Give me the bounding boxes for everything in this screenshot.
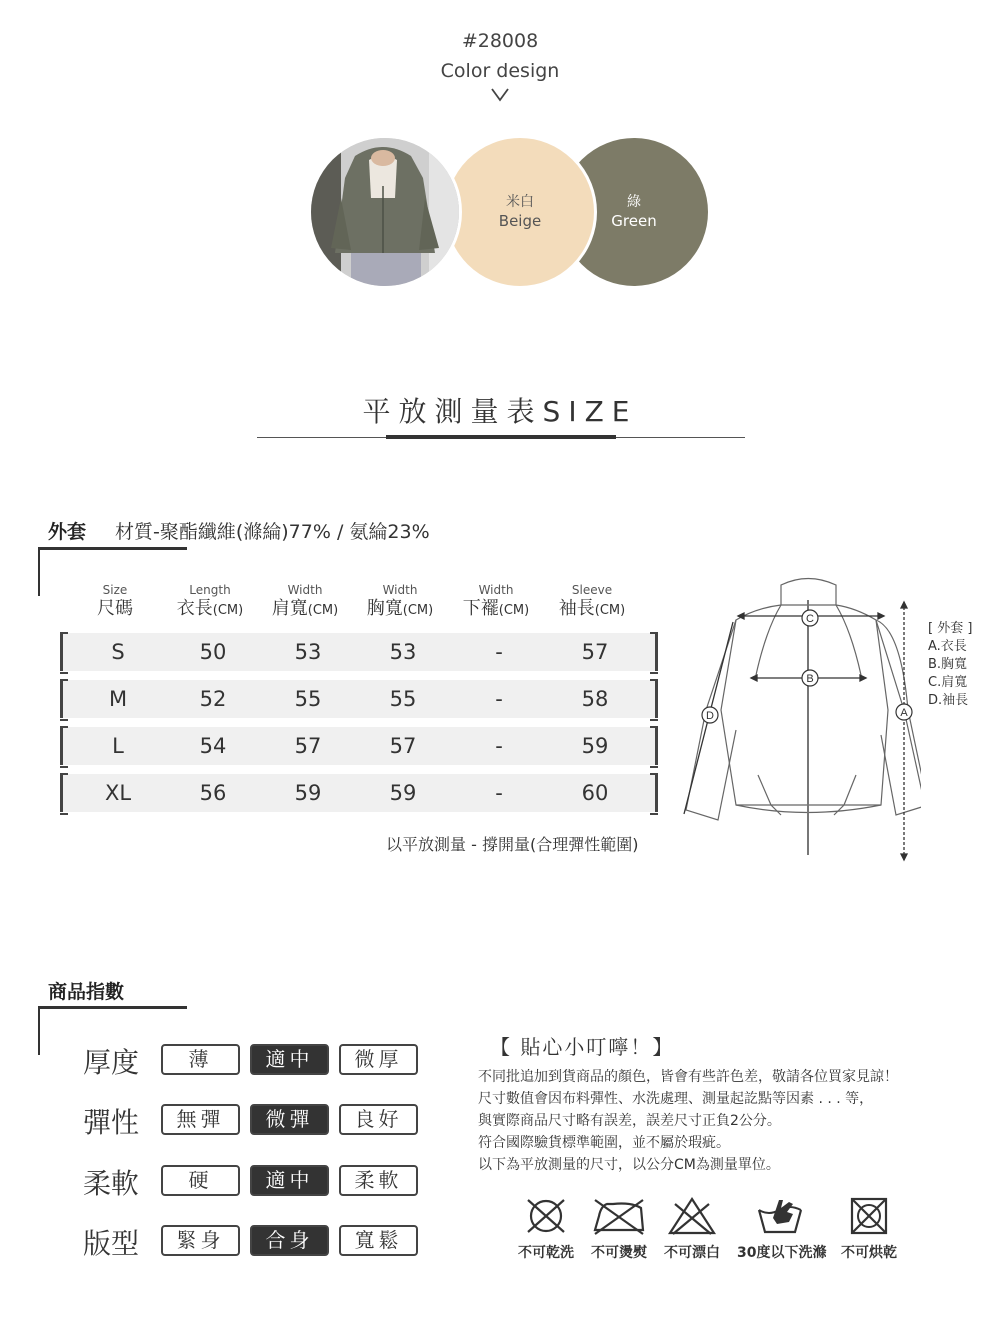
cell-hem: - — [495, 640, 503, 664]
no-iron-icon — [591, 1196, 647, 1236]
column-header-sleeve: Sleeve 袖長(CM) — [558, 583, 626, 619]
coat-diagram — [676, 570, 921, 865]
marker-c-label: C — [806, 613, 814, 625]
cell-chest: 59 — [389, 781, 417, 805]
table-row — [60, 633, 658, 671]
product-index-label: 商品指數 — [48, 981, 125, 1003]
tips-title: 【 貼心小叮嚀！】 — [490, 1035, 675, 1059]
index-option: 硬 — [161, 1165, 240, 1196]
swatch-label-en: Beige — [498, 212, 542, 230]
measurement-note: 以平放測量 - 撐開量(合理彈性範圍) — [386, 835, 639, 854]
cell-chest: 53 — [389, 640, 417, 664]
cell-size: S — [111, 640, 125, 664]
table-row — [60, 774, 658, 812]
legend-item: A.衣長 — [928, 639, 967, 654]
tips-line: 以下為平放測量的尺寸，以公分CM為測量單位。 — [478, 1157, 780, 1173]
table-row — [60, 680, 658, 718]
care-label: 30度以下洗滌 — [737, 1245, 827, 1261]
cell-shoulder: 57 — [294, 734, 322, 758]
no-bleach-icon — [667, 1196, 717, 1236]
swatch-label-en: Green — [611, 212, 657, 230]
coat-section-label: 外套 — [48, 521, 87, 543]
section-bar-vertical — [38, 547, 40, 596]
chevron-down-icon — [491, 88, 509, 102]
index-option: 薄 — [161, 1044, 240, 1075]
care-label: 不可烘乾 — [841, 1245, 897, 1261]
cell-size: L — [112, 734, 124, 758]
color-swatch-beige[interactable] — [443, 135, 597, 289]
marker-b-label: B — [806, 673, 814, 685]
cell-hem: - — [495, 781, 503, 805]
column-header-chest: Width 胸寬(CM) — [366, 583, 434, 619]
legend-item: D.袖長 — [928, 693, 969, 708]
cell-shoulder: 53 — [294, 640, 322, 664]
section-bar-vertical — [38, 1006, 40, 1055]
column-header-length: Length 衣長(CM) — [176, 583, 244, 619]
index-option: 良好 — [339, 1104, 418, 1135]
tips-line: 尺寸數值會因布料彈性、水洗處理、測量起訖點等因素 . . . 等， — [478, 1091, 874, 1107]
index-option: 柔軟 — [339, 1165, 418, 1196]
size-chart-title: 平放測量表SIZE — [362, 395, 638, 428]
index-option: 緊身 — [161, 1225, 240, 1256]
column-header-shoulder: Width 肩寬(CM) — [271, 583, 339, 619]
cell-sleeve: 60 — [581, 781, 609, 805]
legend-item: B.胸寬 — [928, 657, 968, 672]
cell-sleeve: 59 — [581, 734, 609, 758]
no-tumble-dry-icon — [849, 1196, 889, 1236]
coat-material: 材質-聚酯纖維(滌綸)77% / 氨綸23% — [115, 521, 430, 543]
care-label: 不可乾洗 — [518, 1245, 574, 1261]
care-item — [826, 1196, 912, 1262]
index-option-selected: 微彈 — [250, 1104, 329, 1135]
tips-line: 不同批追加到貨商品的顏色，皆會有些許色差，敬請各位買家見諒！ — [478, 1069, 898, 1085]
diagram-legend — [928, 620, 972, 710]
index-option: 微厚 — [339, 1044, 418, 1075]
cell-sleeve: 57 — [581, 640, 609, 664]
index-label-thickness: 厚度 — [83, 1046, 140, 1079]
care-label: 不可漂白 — [664, 1245, 720, 1261]
index-option: 寬鬆 — [339, 1225, 418, 1256]
marker-d-label: D — [706, 710, 714, 722]
marker-a-label: A — [900, 707, 908, 719]
tips-line: 符合國際驗貨標準範圍，並不屬於瑕疵。 — [478, 1135, 730, 1151]
cell-sleeve: 58 — [581, 687, 609, 711]
index-option-selected: 適中 — [250, 1165, 329, 1196]
index-label-elasticity: 彈性 — [83, 1106, 140, 1139]
index-option-selected: 適中 — [250, 1044, 329, 1075]
index-option-selected: 合身 — [250, 1225, 329, 1256]
model-photo — [308, 135, 462, 289]
cell-chest: 55 — [389, 687, 417, 711]
index-option: 無彈 — [161, 1104, 240, 1135]
cell-length: 54 — [199, 734, 227, 758]
cell-length: 52 — [199, 687, 227, 711]
tips-text — [478, 1066, 898, 1176]
care-item — [649, 1196, 735, 1262]
color-design-title: Color design — [440, 60, 560, 82]
product-code: #28008 — [461, 30, 539, 52]
cell-hem: - — [495, 687, 503, 711]
divider-accent — [386, 435, 616, 439]
cell-chest: 57 — [389, 734, 417, 758]
swatch-label-zh: 綠 — [627, 194, 641, 210]
cell-shoulder: 55 — [294, 687, 322, 711]
no-dry-clean-icon — [523, 1196, 569, 1236]
care-item — [737, 1196, 827, 1262]
cell-size: XL — [104, 781, 132, 805]
column-header-size: Size 尺碼 — [97, 583, 133, 619]
cell-size: M — [108, 687, 128, 711]
table-row — [60, 727, 658, 765]
index-label-fit: 版型 — [83, 1227, 140, 1260]
cell-shoulder: 59 — [294, 781, 322, 805]
column-header-hem: Width 下襬(CM) — [462, 583, 530, 619]
tips-line: 與實際商品尺寸略有誤差，誤差尺寸正負2公分。 — [478, 1113, 781, 1129]
hand-wash-30-icon — [757, 1196, 803, 1236]
swatch-label-zh: 米白 — [506, 194, 534, 210]
section-bar — [38, 1006, 187, 1009]
section-bar — [38, 547, 187, 550]
cell-hem: - — [495, 734, 503, 758]
model-photo-illustration — [311, 138, 459, 286]
legend-title: [ 外套 ] — [928, 621, 973, 636]
cell-length: 56 — [199, 781, 227, 805]
care-label: 不可燙熨 — [591, 1245, 647, 1261]
index-label-softness: 柔軟 — [83, 1167, 140, 1200]
cell-length: 50 — [199, 640, 227, 664]
legend-item: C.肩寬 — [928, 675, 968, 690]
